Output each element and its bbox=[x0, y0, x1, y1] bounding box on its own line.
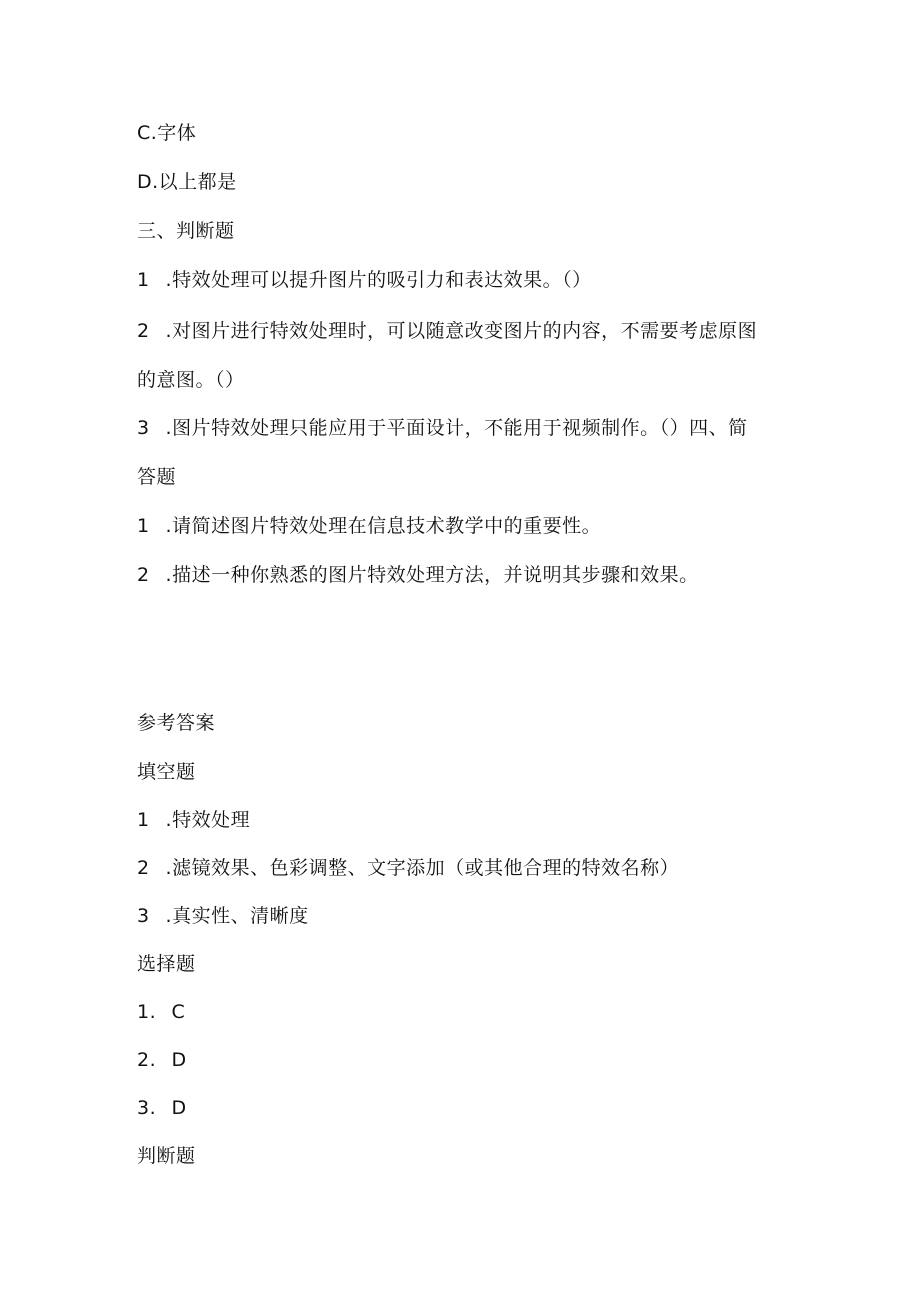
question-number: 1 bbox=[137, 515, 150, 537]
question-number: 2 bbox=[137, 564, 150, 586]
short-answer-question-1 bbox=[137, 513, 601, 539]
fill-section-title: 填空题 bbox=[137, 761, 196, 783]
option-c: C.字体 bbox=[137, 122, 197, 144]
judge-section-title: 判断题 bbox=[137, 1145, 196, 1167]
answer-number: 1 bbox=[137, 809, 150, 831]
answers-title: 参考答案 bbox=[137, 712, 216, 734]
question-text: .描述一种你熟悉的图片特效处理方法，并说明其步骤和效果。 bbox=[165, 564, 699, 586]
question-number: 3 bbox=[137, 417, 150, 439]
answer-text: D bbox=[171, 1049, 187, 1071]
question-text: .图片特效处理只能应用于平面设计，不能用于视频制作。（）四、简 bbox=[165, 417, 748, 439]
answer-number: 3. bbox=[137, 1097, 157, 1119]
answer-number: 1. bbox=[137, 1001, 157, 1023]
answer-text: C bbox=[171, 1001, 186, 1023]
short-answer-question-2 bbox=[137, 562, 699, 588]
fill-answer-2 bbox=[137, 855, 679, 881]
judgement-question-3-cont: 答题 bbox=[137, 466, 177, 488]
section-title-judgement: 三、判断题 bbox=[137, 220, 235, 242]
choice-answer-3 bbox=[137, 1095, 187, 1121]
option-d: D.以上都是 bbox=[137, 171, 237, 193]
answer-text: .真实性、清晰度 bbox=[165, 905, 309, 927]
question-text: .请简述图片特效处理在信息技术教学中的重要性。 bbox=[165, 515, 602, 537]
answer-number: 3 bbox=[137, 905, 150, 927]
fill-answer-1 bbox=[137, 807, 250, 833]
fill-answer-3 bbox=[137, 903, 309, 929]
question-text: .对图片进行特效处理时，可以随意改变图片的内容，不需要考虑原图 bbox=[165, 320, 758, 342]
answer-text: .特效处理 bbox=[165, 809, 251, 831]
choice-answer-2 bbox=[137, 1047, 187, 1073]
judgement-question-3 bbox=[137, 415, 748, 441]
judgement-question-2-cont: 的意图。（） bbox=[137, 369, 245, 391]
answer-number: 2. bbox=[137, 1049, 157, 1071]
answer-number: 2 bbox=[137, 857, 150, 879]
answer-text: .滤镜效果、色彩调整、文字添加（或其他合理的特效名称） bbox=[165, 857, 680, 879]
choice-answer-1 bbox=[137, 999, 185, 1025]
question-text: .特效处理可以提升图片的吸引力和表达效果。（） bbox=[165, 269, 592, 291]
answer-text: D bbox=[171, 1097, 187, 1119]
choice-section-title: 选择题 bbox=[137, 953, 196, 975]
question-number: 2 bbox=[137, 320, 150, 342]
judgement-question-1 bbox=[137, 267, 592, 293]
question-number: 1 bbox=[137, 269, 150, 291]
judgement-question-2 bbox=[137, 318, 757, 344]
